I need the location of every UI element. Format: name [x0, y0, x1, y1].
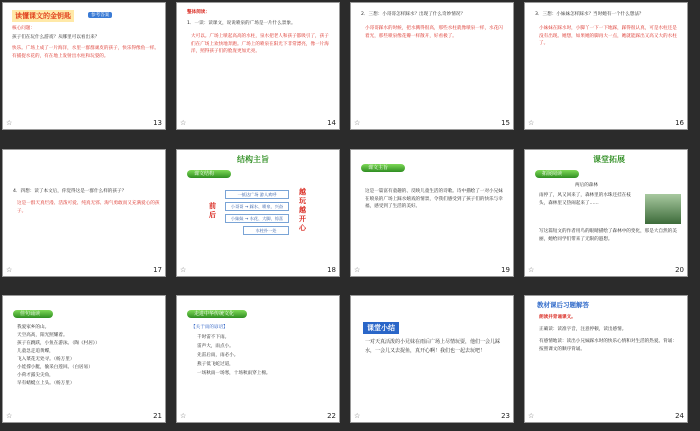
structure-item: 一抵达广场 游人欢呼 — [225, 190, 289, 199]
exercise-answer: 正确读：读准字音，注意停顿，读出感情。 — [539, 327, 627, 332]
left-label: 前后 — [209, 202, 216, 219]
star-icon: ☆ — [180, 412, 187, 420]
slide-15[interactable] — [350, 2, 514, 130]
question: 孩子们在玩什么游戏？从哪里可以看出来？ — [12, 35, 100, 40]
slide-number: 13 — [153, 119, 162, 127]
answer-text: 小妹妹在踩水时，小脚丫一下一下地踩，踩得很认真，可是水柱还是没有出现。她想，如果她的脚再大一点，她就能踩出又高又大的水柱了。 — [539, 26, 677, 47]
question: 1．一读：读课文，说说喷泉的广场是一片什么景象。 — [187, 21, 296, 26]
slide-20[interactable] — [524, 149, 688, 277]
summary-text: 这是一篇富有童趣的、反映儿童生活的诗歌。诗中描绘了一对小兄妹在喷泉的广场上踩水嬉戏的情景，令我们感受到了孩子们的快乐与幸福，感受到了生活的美好。 — [365, 189, 503, 210]
question: 3．三想：小妹妹怎样踩水？当时她有一个什么想法？ — [535, 12, 644, 17]
verse-line: 孩子在跳跃，小鱼在游泳。（陶《村居》） — [17, 341, 100, 346]
structure-item: 小哥哥 → 踩水、喷泉、兴奋 — [225, 202, 289, 211]
verse-line: 天空高高，阳光照耀着。 — [17, 333, 68, 338]
verse-line: 儿童急走追黄蝶， — [17, 349, 54, 354]
section-bar: 走进中华传统文化 — [187, 310, 247, 318]
answer-text: 这是一群天真烂漫、活泼可爱、纯真无邪、淘气勇敢而又充满爱心的孩子。 — [17, 201, 160, 214]
slide-title: 教材课后习题解答 — [537, 301, 589, 309]
structure-item: 小妹妹 → 水花、大脚、惊喜 — [225, 214, 289, 223]
slide-number: 18 — [327, 266, 336, 274]
proverb-heading: 【关于雨的谚语】 — [191, 325, 228, 330]
summary-text: 一对天真活泼的小兄妹在雨后广场上尽情玩耍，他们一会儿踩水，一会儿又去捉鱼，真开心啊！我们也一起去玩吧！ — [365, 339, 501, 354]
proverb-line: 千时雷不下雨。 — [197, 335, 230, 340]
section-bar: 佳句诵读 — [13, 310, 53, 318]
verse-line: 我爱家乡的山。 — [17, 325, 50, 330]
star-icon: ☆ — [528, 266, 535, 274]
slide-number: 14 — [327, 119, 336, 127]
slide-number: 20 — [675, 266, 684, 274]
section-bar: 拓展阅读 — [535, 170, 579, 178]
proverb-line: 一场秋雨一场寒，十场秋雨穿上棉。 — [197, 371, 271, 376]
star-icon: ☆ — [528, 119, 535, 127]
slide-title: 读懂课文的金钥匙 — [12, 10, 74, 22]
passage-title: 两后的森林 — [575, 183, 598, 188]
slide-number: 17 — [153, 266, 162, 274]
slide-title: 课堂拓展 — [593, 155, 625, 164]
star-icon: ☆ — [6, 119, 13, 127]
star-icon: ☆ — [180, 119, 187, 127]
slide-13[interactable] — [2, 2, 166, 130]
slide-number: 19 — [501, 266, 510, 274]
answer-badge: 参考答案 — [88, 12, 112, 18]
verse-line: 飞入菜花无处寻。（杨万里） — [17, 357, 75, 362]
slide-18[interactable] — [176, 149, 340, 277]
proverb-line: 雷声大，雨点小。 — [197, 344, 234, 349]
slide-number: 21 — [153, 412, 162, 420]
star-icon: ☆ — [528, 412, 535, 420]
star-icon: ☆ — [6, 266, 13, 274]
slide-title: 结构主旨 — [237, 155, 269, 164]
exercise-heading: 朗读并背诵课文。 — [539, 315, 576, 320]
sub-heading: 核心问题： — [12, 26, 35, 31]
proverb-line: 先雷后雨，雨必小。 — [197, 353, 239, 358]
structure-item: 水柱扑一处 — [243, 226, 289, 235]
verse-line: 早有蜻蜓立上头。（杨万里） — [17, 381, 75, 386]
slide-number: 24 — [675, 412, 684, 420]
answer-text: 大可以。广场上喷起高高的水柱，泉水把老人和孩子都吸引了，孩子们在广场上欢快地奔跑。广场上的喷泉在阳光下非常漂亮，像一片海洋，照得孩子们的脸庞更加光亮。 — [191, 34, 329, 55]
slide-title: 整体阅读： — [187, 10, 210, 15]
slide-22[interactable] — [176, 295, 340, 423]
star-icon: ☆ — [354, 266, 361, 274]
verse-line: 小荷才露尖尖角， — [17, 373, 54, 378]
proverb-line: 燕子低飞蛇过道， — [197, 362, 234, 367]
section-bar: 课文主旨 — [361, 164, 405, 172]
slide-19[interactable] — [350, 149, 514, 277]
slide-23[interactable] — [350, 295, 514, 423]
passage-note: 写这篇短文的作者用鸟的眼睛描绘了森林中的变化，那是大自然的美丽，她给同学们带来了无限的遐想。 — [539, 229, 677, 242]
slide-14[interactable] — [176, 2, 340, 130]
passage-text: 雨停了，风又回来了，森林里的水珠还挂在枝头，森林里又热闹起来了…… — [539, 193, 631, 206]
slide-24[interactable] — [524, 295, 688, 423]
section-bar: 课文结构 — [187, 170, 231, 178]
verse-line: 小娃撑小艇，偷采白莲回。（白居易） — [17, 365, 93, 370]
forest-image — [645, 194, 681, 224]
answer-text: 小哥哥踩水的时候，把水溅得很高，那些水柱就像喷泉一样，水花闪着光，那些喷泉像花瓣一样散开，好看极了。 — [365, 26, 503, 39]
star-icon: ☆ — [354, 412, 361, 420]
slide-number: 15 — [501, 119, 510, 127]
slide-number: 22 — [327, 412, 336, 420]
slide-title: 课堂小结 — [363, 322, 399, 334]
question: 4．四想：读了本文后，你觉得这是一群什么样的孩子？ — [13, 189, 127, 194]
slide-16[interactable] — [524, 2, 688, 130]
star-icon: ☆ — [180, 266, 187, 274]
star-icon: ☆ — [6, 412, 13, 420]
answer-text: 快乐。广场上成了一片海洋，水里一群群顽皮的孩子，快乐得像鱼一样。有捕捉水花的，有在地上发射出水柱和玩耍的。 — [12, 46, 160, 59]
question: 2．三想：小哥哥怎样踩水？出现了什么奇妙情况？ — [361, 12, 465, 17]
slide-21[interactable] — [2, 295, 166, 423]
slide-number: 23 — [501, 412, 510, 420]
slide-17[interactable] — [2, 149, 166, 277]
exercise-answer: 有感情地读：读出小兄妹踩水时的快乐心情和对生活的热爱。背诵：按照课文的顺序背诵。 — [539, 339, 677, 352]
star-icon: ☆ — [354, 119, 361, 127]
slide-number: 16 — [675, 119, 684, 127]
right-label: 越玩越开心 — [299, 188, 306, 232]
